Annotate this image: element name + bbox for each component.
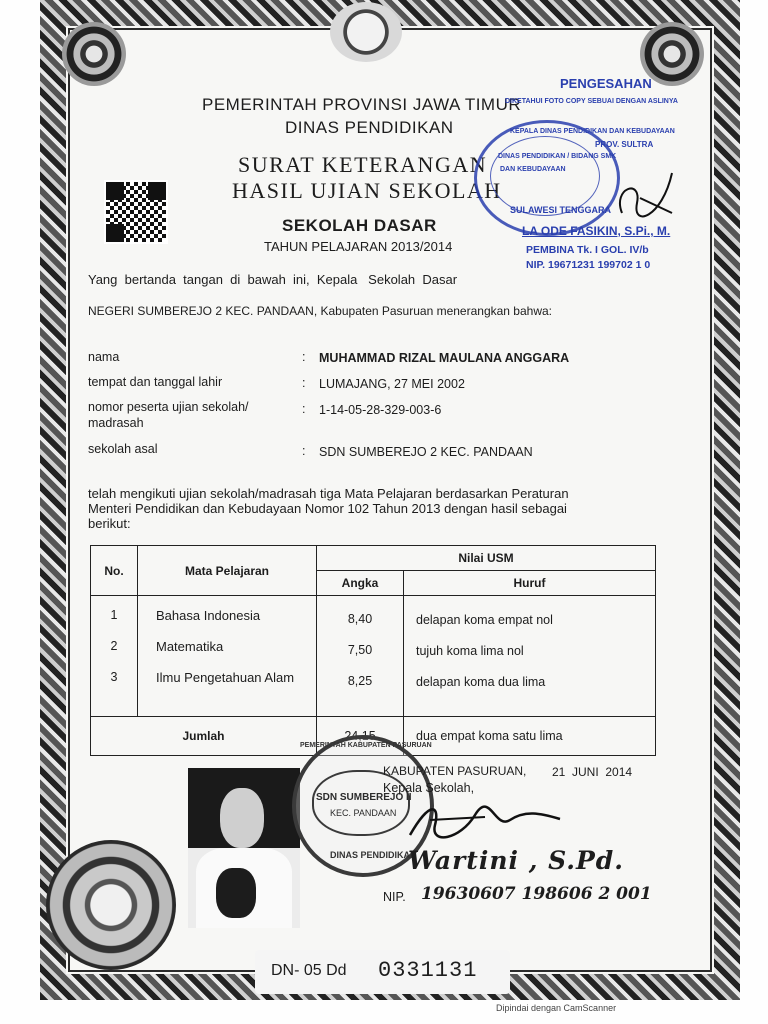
grades-table [90,545,656,756]
statement-line-2: Menteri Pendidikan dan Kebudayaan Nomor 102 Tahun 2013 dengan hasil sebagai [88,501,567,516]
principal-nip-label: NIP. [383,890,406,904]
header-subject: Mata Pelajaran [138,546,317,596]
table-header-row [91,546,656,571]
legalization-stamp-inner-ring [490,136,600,216]
signoff-date: 21 JUNI 2014 [552,765,633,779]
legalization-text-3: PROV. SULTRA [595,140,654,149]
serial-number: 0331131 [378,958,478,983]
row-subject: Matematika [156,639,224,654]
signoff-place: KABUPATEN PASURUAN, [383,764,527,778]
school-stamp-ring-bottom: DINAS PENDIDIKAN [330,850,417,860]
row-no: 1 [110,608,118,622]
birth-separator: : [302,376,306,390]
birth-value: LUMAJANG, 27 MEI 2002 [319,377,465,391]
garuda-emblem [330,2,402,62]
gov-header-line2: DINAS PENDIDIKAN [285,118,454,137]
exam-number-value: 1-14-05-28-329-003-6 [319,403,442,417]
school-stamp-center-1: SDN SUMBEREJO II [316,792,412,803]
corner-ornament-top-left [62,22,126,86]
row-subject: Ilmu Pengetahuan Alam [156,670,295,685]
header-angka: Angka [317,571,404,596]
row-angka: 8,25 [347,674,373,688]
name-label: nama [88,350,120,364]
school-level: SEKOLAH DASAR [282,216,437,235]
name-separator: : [302,350,306,364]
row-no: 3 [110,670,118,684]
total-huruf: dua empat koma satu lima [404,717,656,756]
row-huruf: delapan koma dua lima [416,675,546,689]
exam-number-label-1: nomor peserta ujian sekolah/ [88,400,249,414]
signoff-role: Kepala Sekolah, [383,781,475,795]
legalization-text-2: KEPALA DINAS PENDIDIKAN DAN KEBUDAYAAN [510,128,675,135]
legalization-text-1: DIKETAHUI FOTO COPY SEBUAI DENGAN ASLINYA [505,98,678,105]
academic-year: TAHUN PELAJARAN 2013/2014 [264,239,453,254]
qr-code [104,180,168,244]
exam-number-separator: : [302,402,306,416]
row-huruf: delapan koma empat nol [416,613,553,627]
header-nilai-usm: Nilai USM [317,546,656,571]
header-huruf: Huruf [404,571,656,596]
serial-prefix: DN- 05 Dd [271,962,347,979]
school-separator: : [302,444,306,458]
doc-title-line2: HASIL UJIAN SEKOLAH [232,178,502,203]
table-body [91,596,656,717]
header-no: No. [91,546,138,596]
exam-number-label-2: madrasah [88,416,144,430]
statement-line-1: telah mengikuti ujian sekolah/madrasah tiga Mata Pelajaran berdasarkan Peraturan [88,486,569,501]
row-subject: Bahasa Indonesia [156,608,261,623]
gov-header-line1: PEMERINTAH PROVINSI JAWA TIMUR [202,95,522,114]
intro-line-2: NEGERI SUMBEREJO 2 KEC. PANDAAN, Kabupaten Pasuruan menerangkan bahwa: [88,304,552,318]
total-angka: 24,15 [317,717,404,756]
principal-name: Wartini , S.Pd. [408,846,624,875]
row-angka: 8,40 [347,612,373,626]
scanner-watermark: Dipindai dengan CamScanner [496,1003,617,1013]
legalization-text-4: DINAS PENDIDIKAN / BIDANG SMK [498,153,617,160]
student-photo [188,768,300,928]
total-label: Jumlah [91,717,317,756]
statement-line-3: berikut: [88,516,131,531]
school-label: sekolah asal [88,442,158,456]
official-rank: PEMBINA Tk. I GOL. IV/b [526,244,649,256]
principal-nip-value: 19630607 198606 2 001 [421,884,652,904]
row-no: 2 [110,639,118,653]
official-signature-blue [602,168,682,228]
birth-label: tempat dan tanggal lahir [88,375,223,389]
school-stamp-inner [312,770,410,836]
intro-line-1: Yang bertanda tangan di bawah ini, Kepala Sekolah Dasar [88,272,458,287]
principal-signature [400,795,570,850]
school-stamp-center-2: KEC. PANDAAN [330,808,397,818]
student-name: MUHAMMAD RIZAL MAULANA ANGGARA [319,351,570,365]
official-nip: NIP. 19671231 199702 1 0 [526,259,651,271]
row-huruf: tujuh koma lima nol [416,644,524,658]
row-angka: 7,50 [347,643,373,657]
left-seal-ornament [46,840,176,970]
school-value: SDN SUMBEREJO 2 KEC. PANDAAN [319,445,533,459]
legalization-text-5: DAN KEBUDAYAAN [500,166,566,173]
official-name: LA ODE FASIKIN, S.Pi., M. [522,224,671,238]
school-stamp-ring-top: PEMERINTAH KABUPATEN PASURUAN [300,742,432,749]
legalization-label: PENGESAHAN [560,76,652,91]
legalization-ring-text: SULAWESI TENGGARA [510,205,612,215]
doc-title-line1: SURAT KETERANGAN [238,152,488,177]
